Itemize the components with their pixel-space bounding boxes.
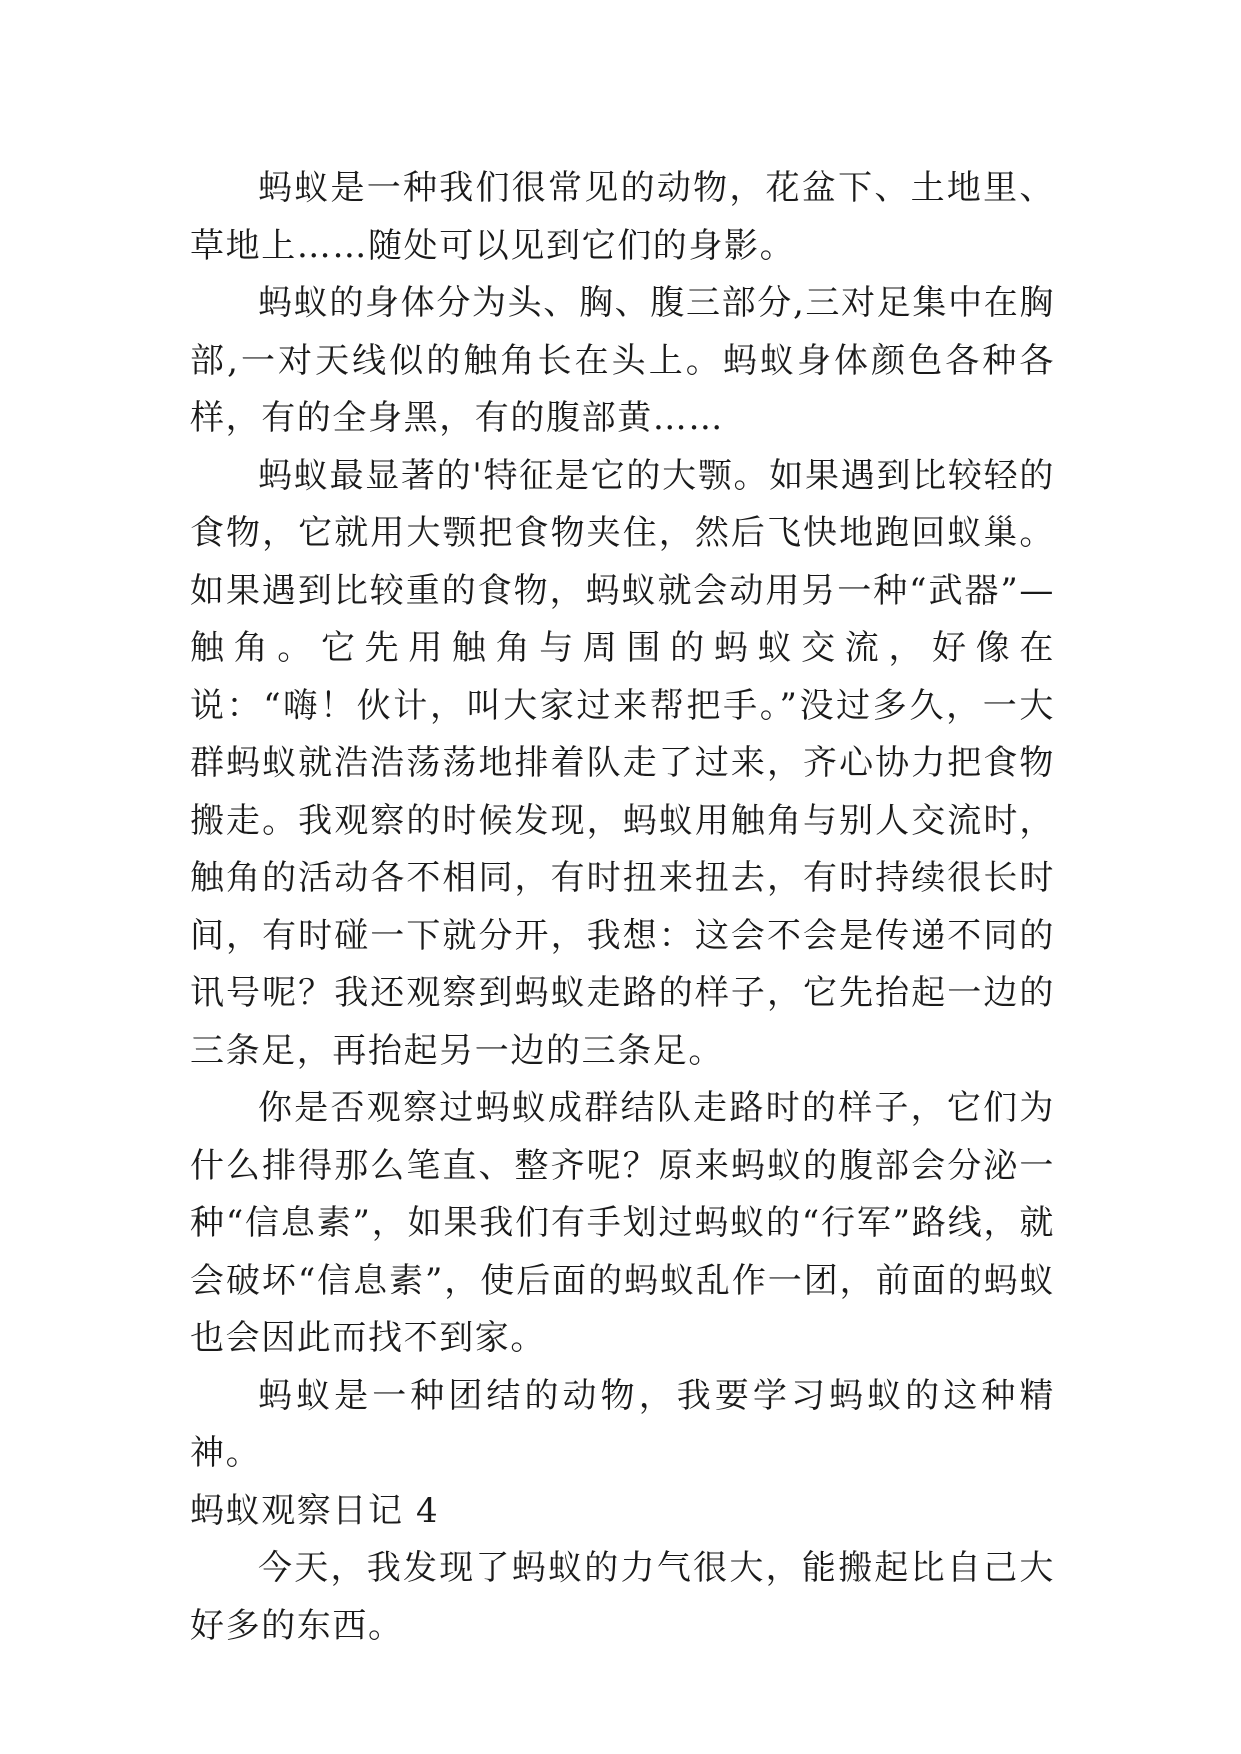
section-heading: 蚂蚁观察日记 4 <box>190 1490 440 1531</box>
paragraph-strength: 今天，我发现了蚂蚁的力气很大，能搬起比自己大好多的东西。 <box>190 1548 1055 1646</box>
paragraph-body-structure: 蚂蚁的身体分为头、胸、腹三部分,三对足集中在胸部,一对天线似的触角长在头上。蚂蚁身体颜色各种各样，有的全身黑，有的腹部黄…… <box>190 283 1055 438</box>
paragraph-intro: 蚂蚁是一种我们很常见的动物，花盆下、土地里、草地上……随处可以见到它们的身影。 <box>190 168 1055 266</box>
paragraph-pheromone: 你是否观察过蚂蚁成群结队走路时的样子，它们为什么排得那么笔直、整齐呢？原来蚂蚁的腹部会分泌一种“信息素”，如果我们有手划过蚂蚁的“行军”路线，就会破坏“信息素”，使后面的蚂蚁乱作一团，前面的蚂蚁也会因此而找不到家。 <box>190 1088 1055 1358</box>
paragraph-mandible-antennae: 蚂蚁最显著的'特征是它的大颚。如果遇到比较轻的食物，它就用大颚把食物夹住，然后飞快地跑回蚁巢。如果遇到比较重的食物，蚂蚁就会动用另一种“武器”—触角。它先用触角与周围的蚂蚁交流，好像在说：“嗨！伙计，叫大家过来帮把手。”没过多久，一大群蚂蚁就浩浩荡荡地排着队走了过来，齐心协力把食物搬走。我观察的时候发现，蚂蚁用触角与别人交流时，触角的活动各不相同，有时扭来扭去，有时持续很长时间，有时碰一下就分开，我想：这会不会是传递不同的讯号呢？我还观察到蚂蚁走路的样子，它先抬起一边的三条足，再抬起另一边的三条足。 <box>190 455 1055 1071</box>
document-body <box>190 160 1055 1655</box>
paragraph-conclusion: 蚂蚁是一种团结的动物，我要学习蚂蚁的这种精神。 <box>190 1375 1055 1473</box>
